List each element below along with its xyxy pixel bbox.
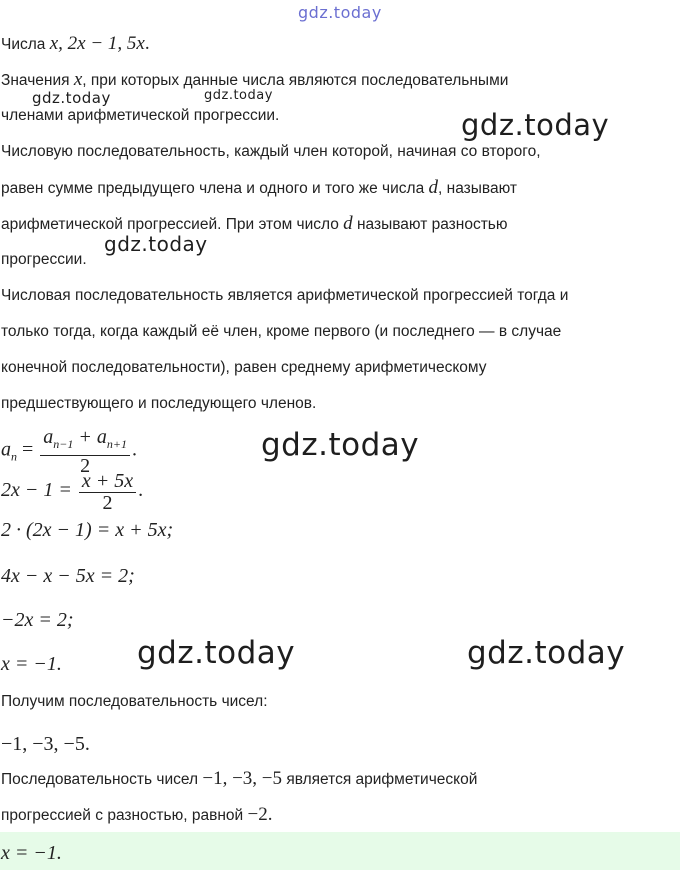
solution-step-4: −2x = 2; <box>1 609 74 631</box>
definition-line-3: арифметической прогрессией. При этом число d называют разностью <box>1 213 508 234</box>
watermark-small-left: gdz.today <box>32 89 111 107</box>
property-line-4: предшествующего и последующего членов. <box>1 395 317 412</box>
watermark-center: gdz.today <box>261 427 420 463</box>
given-label: Числа <box>1 36 46 53</box>
conclusion-line-2: прогрессией с разностью, равной −2. <box>1 804 273 825</box>
definition-line-2: равен сумме предыдущего члена и одного и того же числа d, называют <box>1 177 517 198</box>
step-fraction: $\frac{x + 5x}{2}$ <box>79 470 136 513</box>
watermark-large-upper-right: gdz.today <box>461 108 610 142</box>
solution-step-1: 2x − 1 = $\frac{x + 5x}{2}$ . <box>1 470 144 514</box>
watermark-small-mid: gdz.today <box>204 88 273 103</box>
solution-step-5: x = −1. <box>1 653 62 675</box>
result-sequence: −1, −3, −5. <box>1 733 90 755</box>
conclusion-line-1: Последовательность чисел −1, −3, −5 является арифметической <box>1 768 478 789</box>
difference-value: −2 <box>247 804 268 825</box>
variable-d: d <box>343 213 353 234</box>
watermark-mid-left: gdz.today <box>104 232 208 256</box>
formula-mean: $a_n$ = $\frac{a_{n-1} + a_{n+1}}{2}$ . <box>1 426 137 477</box>
answer-box <box>0 832 680 870</box>
variable-d: d <box>428 177 439 198</box>
sequence-inline: −1, −3, −5 <box>202 768 283 789</box>
result-intro: Получим последовательность чисел: <box>1 693 268 710</box>
formula-fraction: $\frac{a_{n-1} + a_{n+1}}{2}$ <box>40 426 130 476</box>
solution-step-2: 2 · (2x − 1) = x + 5x; <box>1 519 174 541</box>
answer-text: x = −1. <box>1 842 62 864</box>
watermark-lower-right: gdz.today <box>467 635 626 671</box>
definition-line-4: прогрессии. <box>1 251 87 268</box>
property-line-2: только тогда, когда каждый её член, кроме первого (и последнего — в случае <box>1 323 562 340</box>
watermark-top: gdz.today <box>298 3 382 22</box>
property-line-3: конечной последовательности), равен среднему арифметическому <box>1 359 487 376</box>
definition-line-1: Числовую последовательность, каждый член которой, начиная со второго, <box>1 143 541 160</box>
solution-step-3: 4x − x − 5x = 2; <box>1 565 135 587</box>
property-line-1: Числовая последовательность является арифметической прогрессией тогда и <box>1 287 569 304</box>
given-line: Числа x, 2x − 1, 5x. <box>1 33 150 54</box>
variable-x: x <box>73 69 83 90</box>
find-line-2: членами арифметической прогрессии. <box>1 107 280 124</box>
find-line-1: Значения x, при которых данные числа являются последовательными <box>1 69 509 90</box>
watermark-lower-left: gdz.today <box>137 635 296 671</box>
given-expression: x, 2x − 1, 5x <box>49 33 145 54</box>
